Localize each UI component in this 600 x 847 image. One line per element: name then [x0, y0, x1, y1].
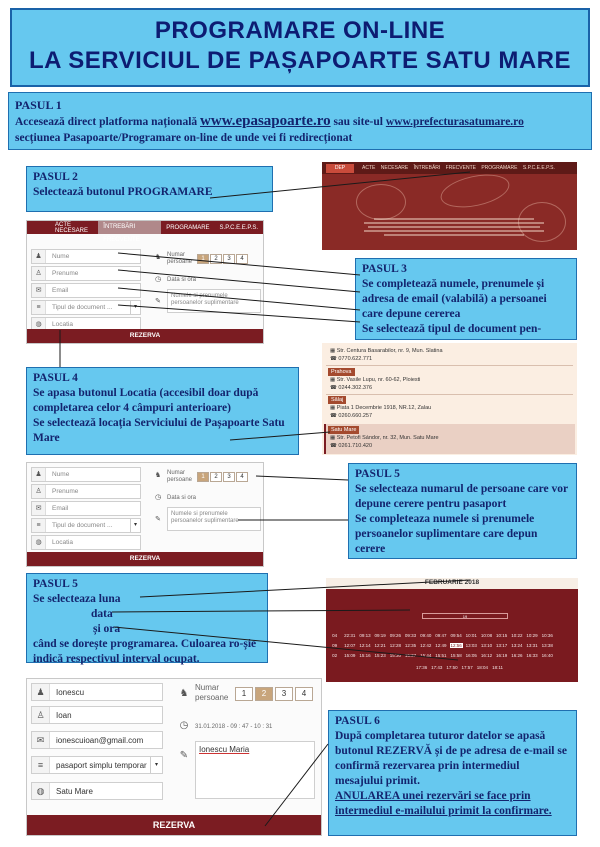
- location-slatina-address[interactable]: ▦ Str. Centura Basarabilor, nr. 9, Mun. Slatina: [330, 348, 443, 354]
- dep-logo: DEP: [326, 164, 354, 173]
- step5b-title: PASUL 5: [33, 578, 78, 590]
- time-slot[interactable]: 09:13: [359, 633, 371, 638]
- step3-box: [355, 258, 577, 340]
- time-slot[interactable]: 15:23: [374, 653, 386, 658]
- globe-icon: ◍: [32, 318, 46, 331]
- step3-text2: Se selectează tipul de document pen-: [362, 323, 542, 335]
- step2-text: Selectează butonul PROGRAMARE: [33, 186, 213, 198]
- final-persons-3[interactable]: 3: [275, 687, 293, 701]
- time-slot[interactable]: 13:38: [541, 643, 553, 648]
- epasapoarte-link[interactable]: www.epasapoarte.ro: [200, 113, 331, 129]
- location-slatina-phone: ☎ 0770.622.771: [330, 356, 373, 362]
- form2-location-field[interactable]: ◍ Locatia: [31, 535, 141, 550]
- time-slot[interactable]: 12:28: [389, 643, 401, 648]
- location-list: [322, 343, 577, 455]
- user-icon: ♟: [32, 684, 50, 700]
- time-slot[interactable]: 13:10: [480, 643, 493, 648]
- step3-title: PASUL 3: [362, 263, 407, 275]
- time-slot[interactable]: 13:31: [526, 643, 538, 648]
- form2-persons-1[interactable]: 1: [197, 472, 209, 482]
- time-slot[interactable]: 16:12: [480, 653, 493, 658]
- reservation-form-1: [26, 220, 264, 344]
- time-slot[interactable]: 17:43: [431, 665, 443, 670]
- time-slot[interactable]: 09:54: [450, 633, 462, 638]
- location-satu-mare-phone: ☎ 0261.710.420: [330, 443, 373, 449]
- time-slot[interactable]: 04: [332, 633, 338, 638]
- calendar-selected-day[interactable]: 19: [422, 613, 508, 619]
- form2-email-field[interactable]: ✉ Email: [31, 501, 141, 516]
- time-slot[interactable]: 09:40: [420, 633, 432, 638]
- calendar-time-slots: [326, 631, 578, 682]
- step4-text: Se apasa butonul Locatia (accesibil doar după completarea celor 4 câmpuri anterioare): [33, 387, 259, 414]
- form1-persons-1[interactable]: 1: [197, 254, 209, 264]
- step1-text-before: Accesează direct platforma națională: [15, 116, 201, 128]
- location-satu-mare-address[interactable]: ▦ Str. Petofi Sándor, nr. 32, Mun. Satu Mare: [330, 435, 439, 441]
- clock-icon: ◷: [154, 276, 162, 283]
- menu-intrebari-frecvente[interactable]: ÎNTREBĂRI FRECVENTE: [98, 221, 161, 234]
- form1-persons-label: Numar persoane: [167, 252, 193, 265]
- form1-extra-persons-field[interactable]: Numele si prenumele persoanelor suplimentare: [167, 289, 261, 313]
- user-icon: ♟: [32, 468, 46, 481]
- time-slot[interactable]: 18:04: [476, 665, 488, 670]
- pencil-icon: ✎: [155, 516, 161, 523]
- chevron-down-icon: ▾: [150, 757, 162, 773]
- time-slot[interactable]: 15:30: [389, 653, 401, 658]
- form2-persons-4[interactable]: 4: [236, 472, 248, 482]
- time-slot[interactable]: 16:33: [526, 653, 538, 658]
- time-slot[interactable]: 09:19: [374, 633, 386, 638]
- location-salaj-phone: ☎ 0260.660.257: [330, 413, 373, 419]
- form2-persons-label: Numar persoane: [167, 470, 193, 483]
- group-icon: ♞: [154, 254, 162, 261]
- final-datetime-field[interactable]: 31.01.2018 - 09 : 47 - 10 : 31: [195, 724, 273, 730]
- step5a-title: PASUL 5: [355, 468, 400, 480]
- form2-persons-2[interactable]: 2: [210, 472, 222, 482]
- time-slot[interactable]: 02: [332, 653, 338, 658]
- time-slot[interactable]: 16:05: [465, 653, 477, 658]
- location-salaj-address[interactable]: ▦ Piata 1 Decembrie 1918, NR.12, Zalau: [330, 405, 432, 411]
- time-slot[interactable]: 12:21: [374, 643, 386, 648]
- time-slot[interactable]: 17:50: [446, 665, 458, 670]
- step6-title: PASUL 6: [335, 715, 380, 727]
- time-slot[interactable]: 12:07: [344, 643, 356, 648]
- time-slot[interactable]: 15:51: [435, 653, 447, 658]
- homepage-nav: ACTE NECESARE ÎNTREBĂRI FRECVENTE PROGRAMARE S.P.C.E.E.P.S.: [322, 162, 577, 174]
- time-slot[interactable]: 10:15: [496, 633, 508, 638]
- pencil-icon: ✎: [155, 298, 161, 305]
- step6-box: [328, 710, 577, 836]
- time-row-4: [415, 665, 504, 670]
- final-reserve-button[interactable]: REZERVA: [27, 815, 321, 835]
- step5b-line3: și ora: [93, 623, 121, 635]
- step2-box: [26, 166, 273, 212]
- globe-icon: ◍: [32, 536, 46, 549]
- step6-text: După completarea tuturor datelor se apasă butonul REZERVĂ și de pe adresa de e-mail se confirmă rezervarea prin intermediul mesajului primit.: [335, 730, 567, 787]
- chevron-down-icon: ▾: [130, 519, 140, 532]
- calendar-month[interactable]: FEBRUARIE 2018: [424, 579, 480, 586]
- time-slot[interactable]: 10:08: [480, 633, 493, 638]
- form2-doctype-select[interactable]: ≡ Tipul de document ... ▾: [31, 518, 141, 533]
- step2-title: PASUL 2: [33, 171, 78, 183]
- envelope-icon: ✉: [32, 284, 46, 297]
- page-title-line1: PROGRAMARE ON-LINE: [154, 17, 446, 44]
- step5a-box: [348, 463, 577, 559]
- reservation-form-final: [26, 678, 322, 836]
- user-outline-icon: ♙: [32, 707, 50, 723]
- form2-firstname-field[interactable]: ♙ Prenume: [31, 484, 141, 499]
- time-slot[interactable]: 12:56: [450, 643, 462, 648]
- prefecture-link[interactable]: www.prefecturasatumare.ro: [385, 116, 524, 128]
- final-firstname-field[interactable]: ♙ Ioan: [31, 706, 163, 724]
- chevron-down-icon: ▾: [130, 301, 140, 314]
- time-slot[interactable]: 13:03: [465, 643, 477, 648]
- step1-title: PASUL 1: [15, 98, 62, 112]
- form2-date-field[interactable]: Data si ora: [167, 495, 197, 501]
- time-slot[interactable]: 16:19: [496, 653, 508, 658]
- form2-name-field[interactable]: ♟ Nume: [31, 467, 141, 482]
- time-slot[interactable]: 15:37: [404, 653, 417, 658]
- form1-location-field[interactable]: ◍ Locatia: [31, 317, 141, 332]
- envelope-icon: ✉: [32, 502, 46, 515]
- menu-programare[interactable]: PROGRAMARE: [166, 224, 210, 231]
- location-prahova-phone: ☎ 0244.302.376: [330, 385, 373, 391]
- step1-box: [8, 92, 592, 150]
- form2-extra-persons-field[interactable]: Numele si prenumele persoanelor suplimentare: [167, 507, 261, 531]
- form1-name-field[interactable]: ♟ Nume: [31, 249, 141, 264]
- step5b-line4: când se dorește programarea. Culoarea ro-șie indică respectivul interval ocupat.: [33, 638, 257, 665]
- time-slot[interactable]: 09: [332, 643, 338, 648]
- calendar-days-grid[interactable]: [326, 589, 578, 631]
- clock-icon: ◷: [154, 494, 162, 501]
- form2-reserve-button[interactable]: REZERVA: [27, 552, 263, 566]
- final-email-field[interactable]: ✉ ionescuioan@gmail.com: [31, 731, 163, 749]
- clock-icon: ◷: [179, 720, 189, 731]
- step3-text: Se completează numele, prenumele și adresa de email (valabilă) a persoanei care depune cererea: [362, 278, 547, 320]
- final-location-field[interactable]: ◍ Satu Mare: [31, 782, 163, 800]
- step5b-box: [26, 573, 268, 663]
- step6-text2: ANULAREA unei rezervări se face prin intermediul e-mailului primit la confirmare.: [335, 790, 552, 817]
- time-slot[interactable]: 10:29: [526, 633, 538, 638]
- final-extra-persons-field[interactable]: Ionescu Maria: [195, 741, 315, 799]
- form1-persons-3[interactable]: 3: [223, 254, 235, 264]
- time-slot[interactable]: 22:31: [344, 633, 356, 638]
- time-slot[interactable]: 09:47: [435, 633, 447, 638]
- time-slot[interactable]: 10:36: [541, 633, 553, 638]
- group-icon: ♞: [179, 688, 189, 699]
- step4-title: PASUL 4: [33, 372, 78, 384]
- time-slot[interactable]: 10:01: [465, 633, 477, 638]
- globe-icon: ◍: [32, 783, 50, 799]
- time-slot[interactable]: 10:22: [511, 633, 523, 638]
- time-slot[interactable]: 16:26: [511, 653, 523, 658]
- step5b-line1: Se selecteaza luna: [33, 593, 121, 605]
- time-slot[interactable]: 09:26: [389, 633, 401, 638]
- reservation-form-2: [26, 462, 264, 567]
- form1-doctype-select[interactable]: ≡ Tipul de document ... ▾: [31, 300, 141, 315]
- time-slot[interactable]: 13:17: [496, 643, 508, 648]
- user-icon: ♟: [32, 250, 46, 263]
- final-persons-1[interactable]: 1: [235, 687, 253, 701]
- county-prahova: Prahova: [328, 368, 355, 376]
- step5a-text: Se selecteaza numarul de persoane care vor depune cerere pentru pasaport: [355, 483, 568, 510]
- page-header: [10, 8, 590, 87]
- time-row-2: [328, 643, 554, 648]
- form2-persons-3[interactable]: 3: [223, 472, 235, 482]
- final-persons-4[interactable]: 4: [295, 687, 313, 701]
- step4-text2: Se selectează locația Serviciului de Pașapoarte Satu Mare: [33, 417, 285, 444]
- final-persons-2[interactable]: 2: [255, 687, 273, 701]
- location-prahova-address[interactable]: ▦ Str. Vasile Lupu, nr. 60-62, Ploiesti: [330, 377, 421, 383]
- time-slot[interactable]: 15:58: [450, 653, 462, 658]
- final-doctype-select[interactable]: ≡ pasaport simplu temporar ▾: [31, 756, 163, 774]
- form1-persons-4[interactable]: 4: [236, 254, 248, 264]
- step1-text-middle: sau site-ul: [330, 116, 386, 128]
- envelope-icon: ✉: [32, 732, 50, 748]
- step5b-line2: data: [91, 608, 113, 620]
- time-slot[interactable]: 12:35: [404, 643, 417, 648]
- step1-text-after: secțiunea Pasapoarte/Programare on-line de unde vei fi redirecționat: [15, 132, 353, 144]
- time-slot[interactable]: 17:57: [461, 665, 473, 670]
- step5a-text2: Se completeaza numele si prenumele persoanelor suplimentare care depun cerere: [355, 513, 538, 555]
- menu-acte-necesare[interactable]: ACTE NECESARE: [55, 221, 89, 234]
- time-slot[interactable]: 12:14: [359, 643, 371, 648]
- epasapoarte-homepage-screenshot: [322, 162, 577, 250]
- group-icon: ♞: [154, 472, 162, 479]
- list-icon: ≡: [32, 519, 46, 532]
- list-icon: ≡: [32, 757, 50, 773]
- form1-reserve-button[interactable]: REZERVA: [27, 329, 263, 343]
- page-title-line2: LA SERVICIUL DE PAȘAPOARTE SATU MARE: [28, 47, 572, 74]
- time-slot[interactable]: 17:36: [415, 665, 428, 670]
- appointment-calendar: [326, 578, 578, 682]
- time-row-1: [328, 633, 554, 638]
- pencil-icon: ✎: [179, 750, 189, 761]
- county-satu-mare: Satu Mare: [328, 426, 359, 434]
- form1-firstname-field[interactable]: ♙ Prenume: [31, 266, 141, 281]
- time-slot[interactable]: 09:33: [404, 633, 417, 638]
- time-slot[interactable]: 15:16: [359, 653, 371, 658]
- form1-email-field[interactable]: ✉ Email: [31, 283, 141, 298]
- time-slot[interactable]: 13:24: [511, 643, 523, 648]
- form1-menu-bar: [27, 221, 263, 243]
- time-slot[interactable]: 15:44: [420, 653, 432, 658]
- menu-spceeps[interactable]: S.P.C.E.E.P.S.: [219, 224, 258, 231]
- county-salaj: Sălaj: [328, 396, 346, 404]
- step4-box: [26, 367, 299, 455]
- time-slot[interactable]: 18:11: [492, 665, 503, 670]
- time-slot[interactable]: 15:09: [344, 653, 356, 658]
- time-slot[interactable]: 12:49: [435, 643, 447, 648]
- list-icon: ≡: [32, 301, 46, 314]
- form1-date-field[interactable]: Data si ora: [167, 277, 197, 283]
- final-name-field[interactable]: ♟ Ionescu: [31, 683, 163, 701]
- time-row-3: [328, 653, 554, 658]
- final-persons-label: Numar persoane: [195, 683, 229, 702]
- time-slot[interactable]: 12:42: [420, 643, 432, 648]
- user-outline-icon: ♙: [32, 485, 46, 498]
- form1-persons-2[interactable]: 2: [210, 254, 222, 264]
- time-slot[interactable]: 16:40: [541, 653, 553, 658]
- user-outline-icon: ♙: [32, 267, 46, 280]
